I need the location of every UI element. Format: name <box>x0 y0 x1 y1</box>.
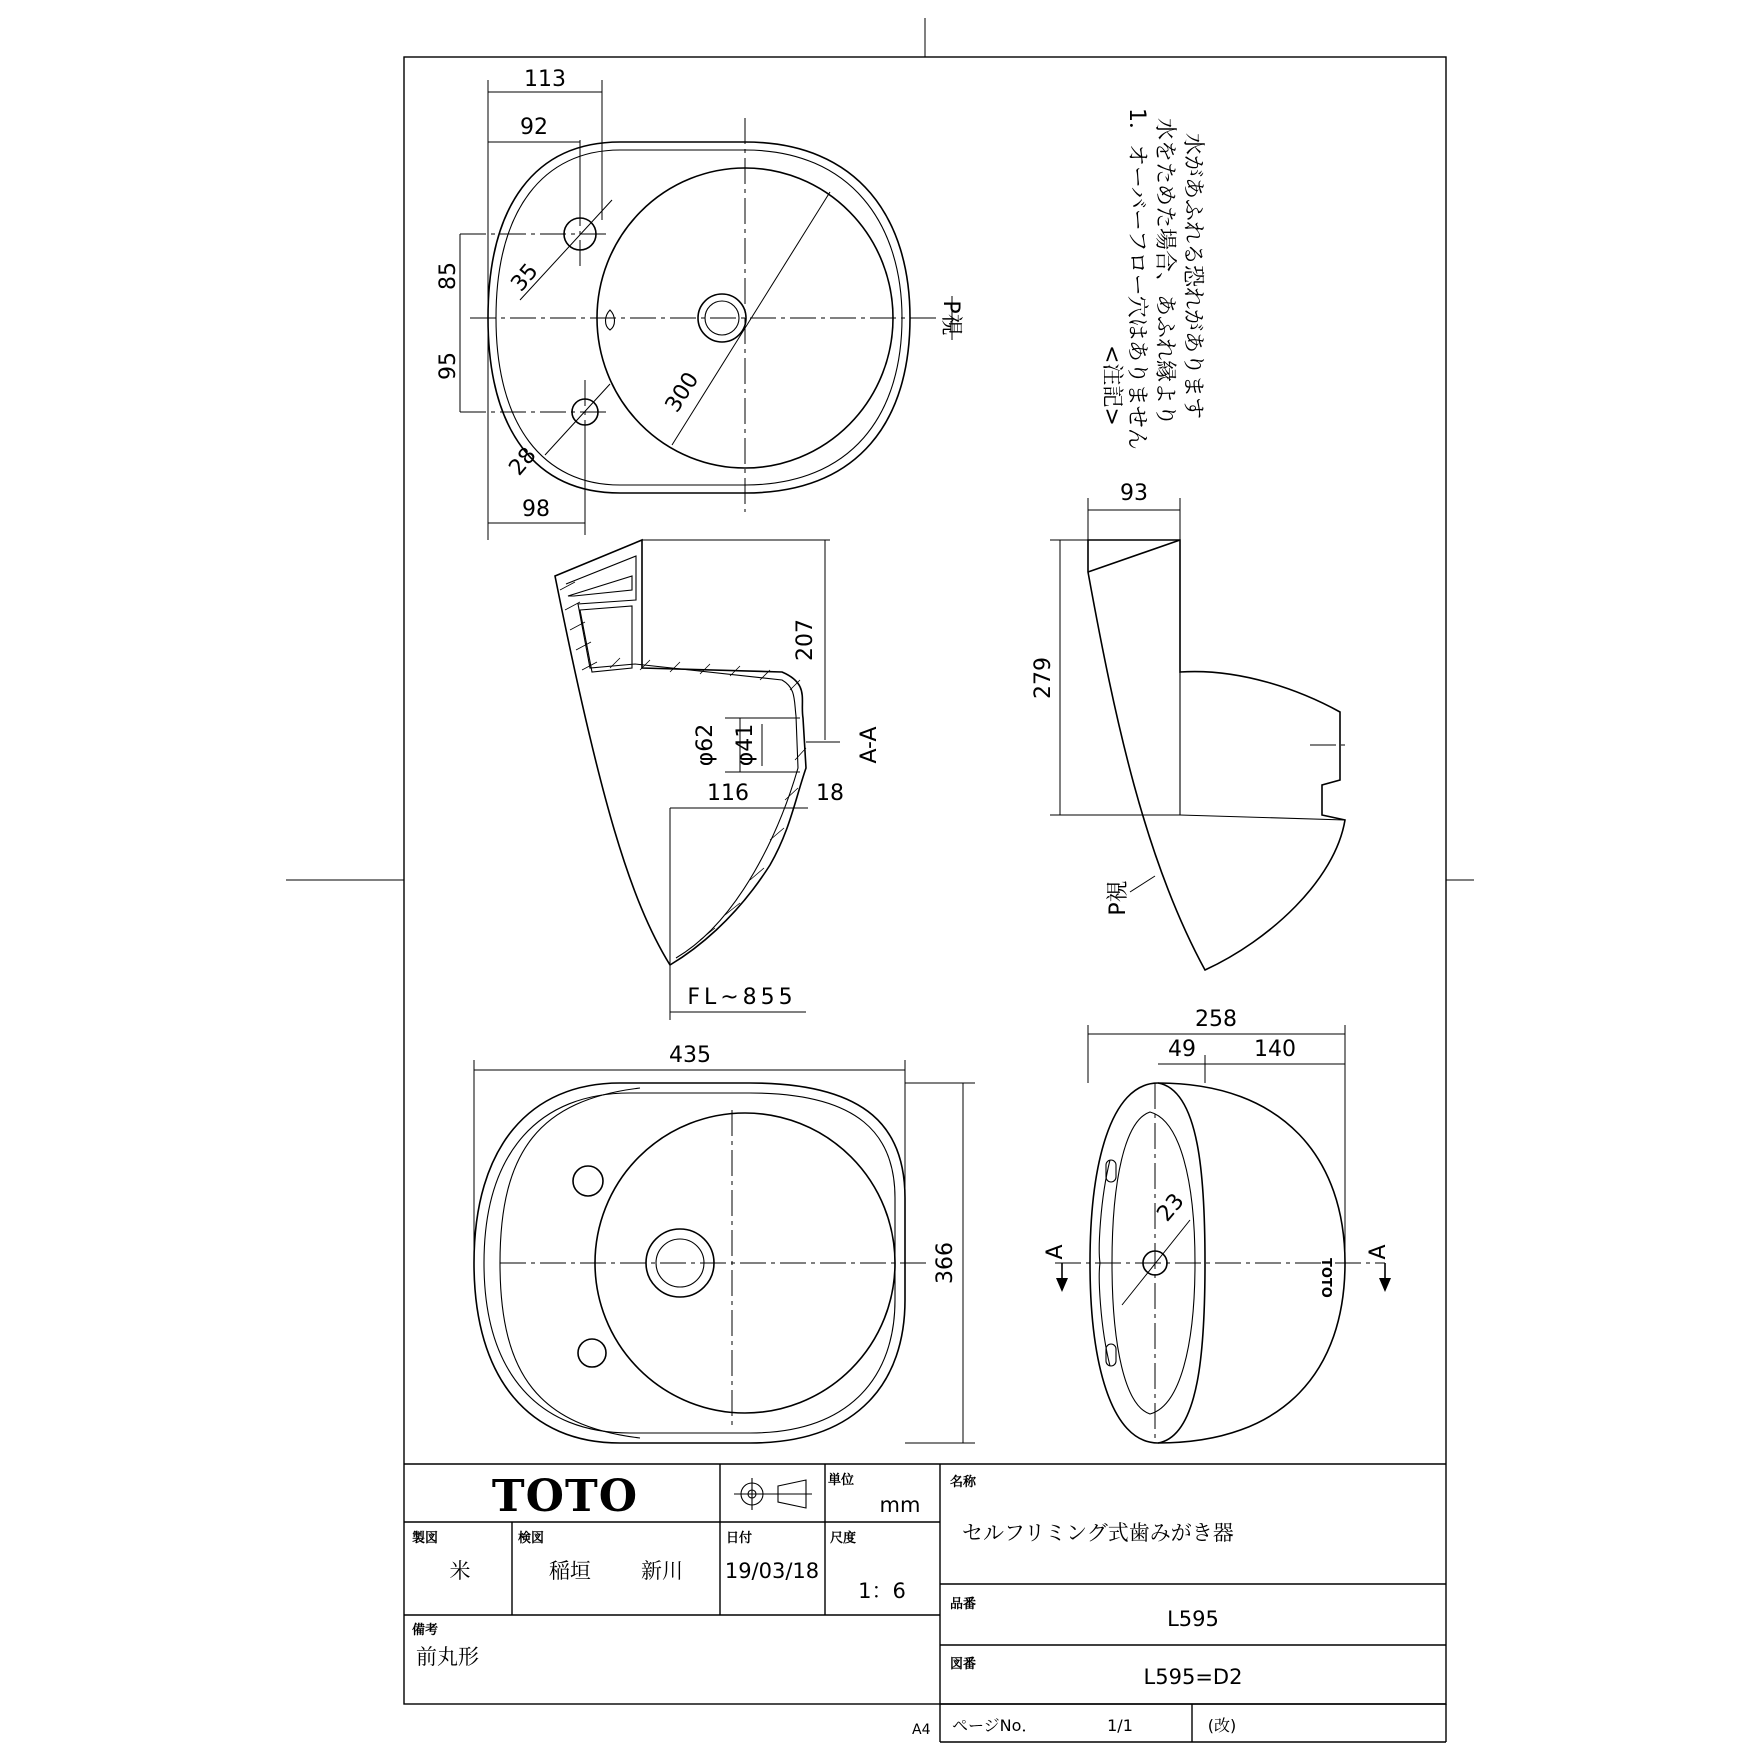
dim-98: 98 <box>522 497 550 522</box>
side-view <box>1031 481 1345 970</box>
dim-116: 116 <box>707 781 749 806</box>
dim-28: 28 <box>504 443 542 481</box>
dim-140: 140 <box>1254 1037 1296 1062</box>
dim-300: 300 <box>660 368 705 417</box>
checked-value-1: 稲垣 <box>549 1559 591 1583</box>
drawing-frame <box>404 57 1446 1704</box>
paper-size: A4 <box>912 1722 931 1738</box>
scale-label: 尺度 <box>830 1531 857 1546</box>
drawing-label: 図番 <box>950 1657 977 1672</box>
dim-92: 92 <box>520 115 548 140</box>
page-label: ページNo． <box>952 1716 1038 1735</box>
dim-113: 113 <box>524 67 566 92</box>
top-plan-view <box>436 67 963 540</box>
dim-207: 207 <box>793 619 818 661</box>
page-value: 1/1 <box>1107 1716 1133 1735</box>
notes <box>1099 108 1205 450</box>
title-block <box>404 1464 1446 1742</box>
notes-line-2: 水をためた場合、あふれ縁より <box>1152 118 1177 427</box>
drawn-value: 米 <box>449 1559 471 1583</box>
dim-366: 366 <box>933 1242 958 1284</box>
section-arrow-right: A <box>1366 1244 1391 1260</box>
dim-258: 258 <box>1195 1007 1237 1032</box>
section-a-a-view <box>555 540 882 1020</box>
front-view <box>1043 1007 1391 1443</box>
date-label: 日付 <box>726 1531 753 1546</box>
dim-phi62: φ62 <box>693 723 718 767</box>
dim-279: 279 <box>1031 657 1056 699</box>
checked-label: 検図 <box>518 1531 545 1546</box>
p-view-label-side: P視 <box>1106 880 1131 916</box>
dim-phi41: φ41 <box>733 723 758 767</box>
part-label: 品番 <box>950 1597 977 1612</box>
scale-value: 1：6 <box>858 1579 906 1603</box>
dim-95: 95 <box>436 352 461 380</box>
notes-header: <注記> <box>1099 345 1124 426</box>
dim-35: 35 <box>506 259 544 297</box>
dim-93: 93 <box>1120 481 1148 506</box>
unit-label: 単位 <box>828 1473 855 1488</box>
bottom-plan-view <box>474 1043 975 1443</box>
unit-value: mm <box>879 1493 921 1517</box>
projection-symbol-icon <box>734 1478 812 1510</box>
remarks-value: 前丸形 <box>416 1645 479 1669</box>
fl-height: FL~855 <box>687 985 797 1010</box>
notes-line-1: 1．オーバーフロー穴はありません <box>1124 108 1149 450</box>
dim-85: 85 <box>436 262 461 290</box>
dim-49: 49 <box>1168 1037 1196 1062</box>
dim-18: 18 <box>816 781 844 806</box>
name-value: セルフリミング式歯みがき器 <box>962 1521 1234 1545</box>
section-arrow-left: A <box>1043 1244 1068 1260</box>
drawn-label: 製図 <box>412 1531 439 1546</box>
drawing-value: L595=D2 <box>1143 1665 1243 1689</box>
revision: (改) <box>1207 1716 1237 1735</box>
notes-line-3: 水があふれる恐れがあります <box>1180 133 1205 420</box>
dim-435: 435 <box>669 1043 711 1068</box>
checked-value-2: 新川 <box>641 1559 683 1583</box>
remarks-label: 備考 <box>412 1623 439 1638</box>
toto-logo: TOTO <box>491 1471 639 1522</box>
p-view-label-top: P視 <box>938 300 963 336</box>
name-label: 名称 <box>950 1475 977 1490</box>
dim-23: 23 <box>1152 1189 1190 1227</box>
toto-mark-small: TOTO <box>1318 1258 1333 1298</box>
section-label: A-A <box>857 726 882 764</box>
date-value: 19/03/18 <box>724 1559 820 1583</box>
part-value: L595 <box>1167 1607 1219 1631</box>
